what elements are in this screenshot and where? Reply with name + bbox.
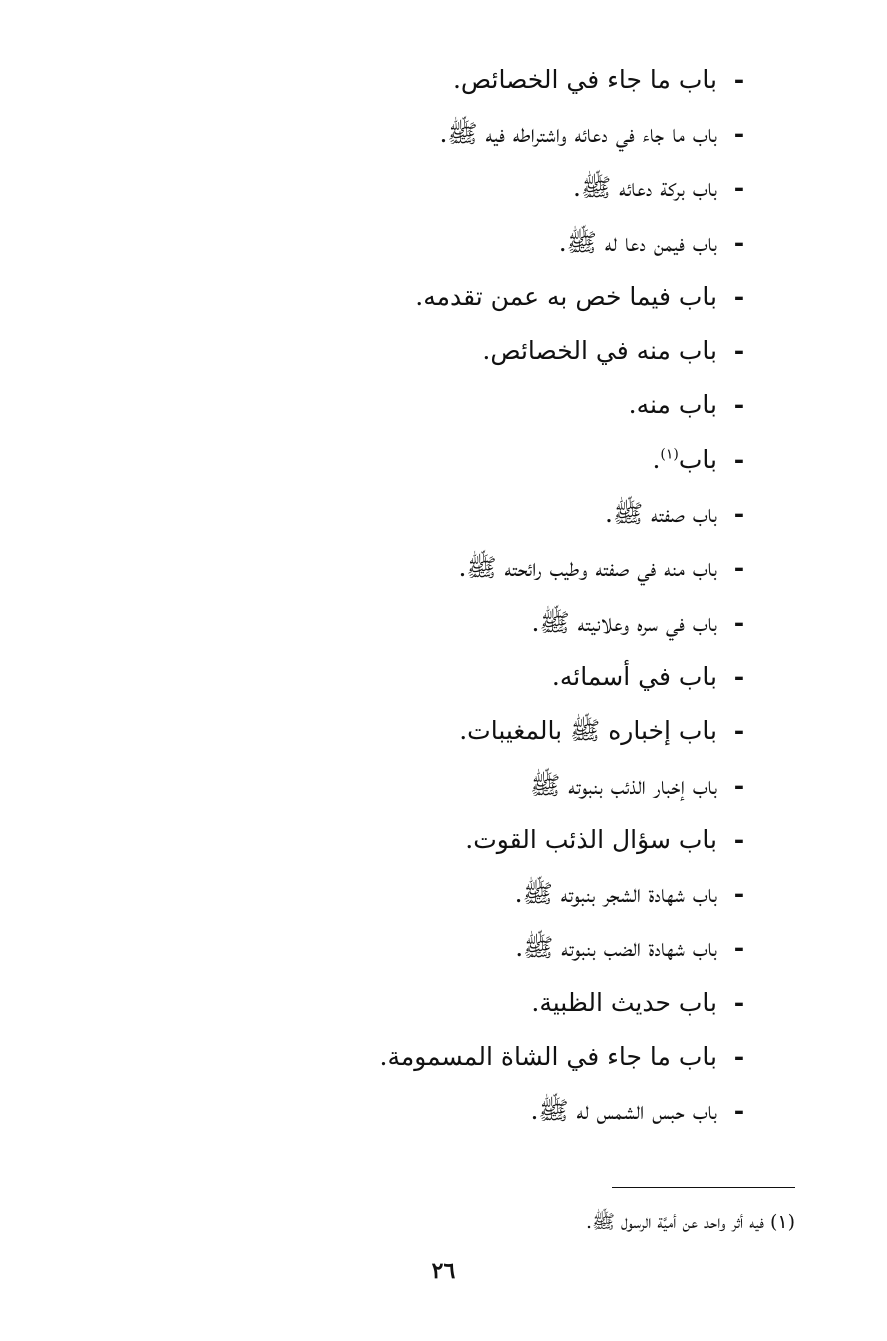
chapter-title: باب فيما خص به عمن تقدمه. bbox=[415, 281, 717, 311]
list-item bbox=[197, 812, 757, 866]
bullet-dash: - bbox=[733, 933, 745, 963]
chapter-title: باب في أسمائه. bbox=[551, 661, 717, 691]
chapter-title: باب شهادة الضب بنبوته ﷺ. bbox=[515, 933, 717, 963]
bullet-dash: - bbox=[733, 390, 745, 420]
chapter-title-with-footnote bbox=[652, 444, 721, 474]
list-item bbox=[197, 1084, 757, 1138]
bullet-dash: - bbox=[733, 1096, 745, 1126]
chapter-title: باب إخباره ﷺ بالمغيبات. bbox=[459, 716, 717, 746]
list-item bbox=[197, 921, 757, 975]
chapter-title: باب فيمن دعا له ﷺ. bbox=[558, 227, 717, 257]
bullet-dash: - bbox=[733, 607, 745, 637]
bullet-dash: - bbox=[733, 444, 745, 474]
list-item bbox=[197, 866, 757, 920]
chapter-title: باب صفته ﷺ. bbox=[605, 499, 717, 529]
bullet-dash: - bbox=[733, 281, 745, 311]
chapter-title: باب منه. bbox=[628, 390, 717, 420]
bullet-dash: - bbox=[733, 118, 745, 148]
list-item bbox=[197, 161, 757, 215]
list-item bbox=[197, 269, 757, 323]
list-item bbox=[197, 758, 757, 812]
chapter-title: باب منه في الخصائص. bbox=[482, 336, 717, 366]
footnote-reference[interactable]: (١) bbox=[660, 446, 679, 463]
bullet-dash: - bbox=[733, 227, 745, 257]
bullet-dash: - bbox=[733, 173, 745, 203]
bullet-dash: - bbox=[733, 553, 745, 583]
chapter-title: باب منه في صفته وطيب رائحته ﷺ. bbox=[458, 553, 717, 583]
list-item bbox=[197, 486, 757, 540]
bullet-dash: - bbox=[733, 716, 745, 746]
chapter-title: باب ما جاء في الخصائص. bbox=[452, 64, 717, 94]
list-item bbox=[197, 541, 757, 595]
list-item bbox=[197, 975, 757, 1029]
footnote-separator bbox=[612, 1187, 795, 1188]
chapter-title: باب إخبار الذئب بنبوته ﷺ bbox=[530, 770, 717, 800]
list-item bbox=[197, 106, 757, 160]
bullet-dash: - bbox=[733, 661, 745, 691]
bullet-dash: - bbox=[733, 336, 745, 366]
bullet-dash: - bbox=[733, 1041, 745, 1071]
footnote-text: (١) فيه أثر واحد عن أميَّة الرسول ﷺ. bbox=[586, 1211, 795, 1233]
bullet-dash: - bbox=[733, 770, 745, 800]
list-item bbox=[197, 704, 757, 758]
chapter-title: باب في سره وعلانيته ﷺ. bbox=[531, 607, 717, 637]
list-item bbox=[197, 1029, 757, 1083]
chapter-title: باب بركة دعائه ﷺ. bbox=[573, 173, 717, 203]
chapter-title: باب شهادة الشجر بنبوته ﷺ. bbox=[514, 879, 717, 909]
bullet-dash: - bbox=[733, 824, 745, 854]
chapter-title: باب ما جاء في دعائه واشتراطه فيه ﷺ. bbox=[439, 118, 717, 148]
chapter-title: باب bbox=[678, 444, 717, 474]
list-item bbox=[197, 595, 757, 649]
page-number: ٢٦ bbox=[431, 1258, 456, 1284]
list-item bbox=[197, 649, 757, 703]
chapter-title: باب ما جاء في الشاة المسمومة. bbox=[379, 1041, 717, 1071]
list-item bbox=[197, 378, 757, 432]
chapter-list bbox=[197, 52, 757, 1138]
chapter-title: باب حديث الظبية. bbox=[531, 987, 717, 1017]
chapter-title-period: . bbox=[652, 444, 661, 474]
bullet-dash: - bbox=[733, 987, 745, 1017]
list-item bbox=[197, 323, 757, 377]
list-item bbox=[197, 52, 757, 106]
chapter-title: باب سؤال الذئب القوت. bbox=[465, 824, 717, 854]
list-item bbox=[197, 215, 757, 269]
bullet-dash: - bbox=[733, 64, 745, 94]
bullet-dash: - bbox=[733, 879, 745, 909]
bullet-dash: - bbox=[733, 499, 745, 529]
chapter-title: باب حبس الشمس له ﷺ. bbox=[530, 1096, 717, 1126]
list-item bbox=[197, 432, 757, 486]
